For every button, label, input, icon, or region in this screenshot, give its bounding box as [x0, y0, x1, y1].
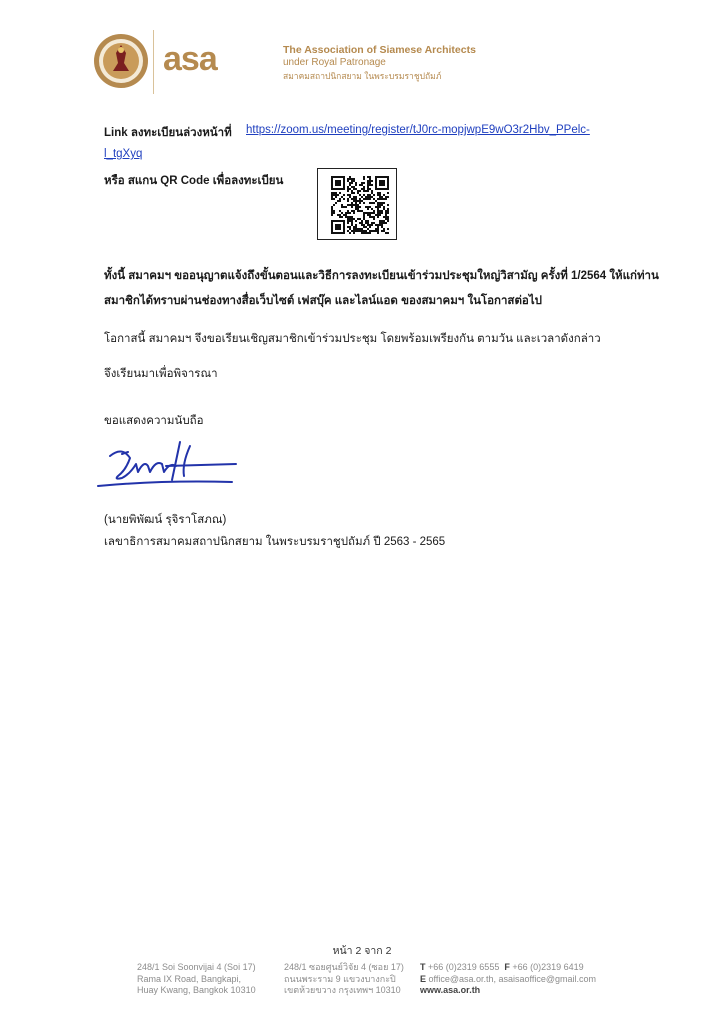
registration-link-label: Link ลงทะเบียนล่วงหน้าที่: [104, 127, 232, 139]
tel-number[interactable]: +66 (0)2319 6555: [428, 962, 500, 972]
footer-address-th-line: ถนนพระราม 9 แขวงบางกะปิ: [284, 973, 396, 984]
footer-address-en-line: Rama IX Road, Bangkapi,: [137, 973, 242, 984]
fax-number: +66 (0)2319 6419: [512, 962, 584, 972]
footer-email-line: [420, 974, 596, 986]
royal-seal-icon: [93, 33, 149, 89]
email-address[interactable]: office@asa.or.th, asaisaoffice@gmail.com: [428, 973, 597, 984]
registration-url[interactable]: https://zoom.us/meeting/register/tJ0rc-mopjwpE9wO3r2Hbv_PPelc-: [246, 124, 590, 136]
qr-label: หรือ สแกน QR Code เพื่อลงทะเบียน: [104, 175, 284, 187]
notice-line-2: สมาชิกได้ทราบผ่านช่องทางสื่อเว็บไซต์ เฟสบุ๊ค และไลน์แอด ของสมาคมฯ ในโอกาสต่อไป: [104, 295, 542, 307]
footer-address-en-line: Huay Kwang, Bangkok 10310: [137, 985, 256, 995]
qr-code-icon[interactable]: [331, 176, 389, 234]
consideration-text: จึงเรียนมาเพื่อพิจารณา: [104, 368, 218, 380]
email-label: E: [420, 973, 427, 984]
notice-line-1: ทั้งนี้ สมาคมฯ ขออนุญาตแจ้งถึงขั้นตอนและวิธีการลงทะเบียนเข้าร่วมประชุมใหญ่วิสามัญ ครั้งที่ 1/2564 ให้แก่ท่าน: [104, 270, 659, 282]
asa-logo-text: asa: [163, 42, 217, 78]
tel-label: T: [420, 962, 426, 972]
website-link[interactable]: www.asa.or.th: [420, 985, 481, 995]
footer-contact: [420, 962, 596, 997]
org-name-en: The Association of Siamese Architects: [283, 44, 476, 56]
footer-address-th-line: 248/1 ซอยศูนย์วิจัย 4 (ซอย 17): [284, 962, 404, 972]
footer-address-th-line: เขตห้วยขวาง กรุงเทพฯ 10310: [284, 985, 401, 995]
registration-url-continued[interactable]: l_tgXyq: [104, 148, 143, 160]
footer-address-en-line: 248/1 Soi Soonvijai 4 (Soi 17): [137, 962, 256, 972]
asa-logo: [163, 42, 249, 78]
invitation-text: โอกาสนี้ สมาคมฯ จึงขอเรียนเชิญสมาชิกเข้าร่วมประชุม โดยพร้อมเพรียงกัน ตามวัน และเวลาดังกล่าว: [104, 333, 601, 345]
page-indicator: หน้า 2 จาก 2: [332, 945, 392, 957]
footer-address-th: [284, 962, 404, 997]
org-sub-en: under Royal Patronage: [283, 57, 386, 68]
fax-label: F: [504, 962, 510, 972]
org-name-th: สมาคมสถาปนิกสยาม ในพระบรมราชูปถัมภ์: [283, 71, 442, 81]
header-divider: [153, 30, 154, 94]
signer-name: (นายพิพัฒน์ รุจิราโสภณ): [104, 514, 227, 526]
footer-phone-line: [420, 962, 596, 974]
closing-text: ขอแสดงความนับถือ: [104, 415, 204, 427]
signature: [92, 436, 240, 494]
signer-title: เลขาธิการสมาคมสถาปนิกสยาม ในพระบรมราชูปถัมภ์ ปี 2563 - 2565: [104, 536, 446, 548]
footer-address-en: [137, 962, 256, 997]
